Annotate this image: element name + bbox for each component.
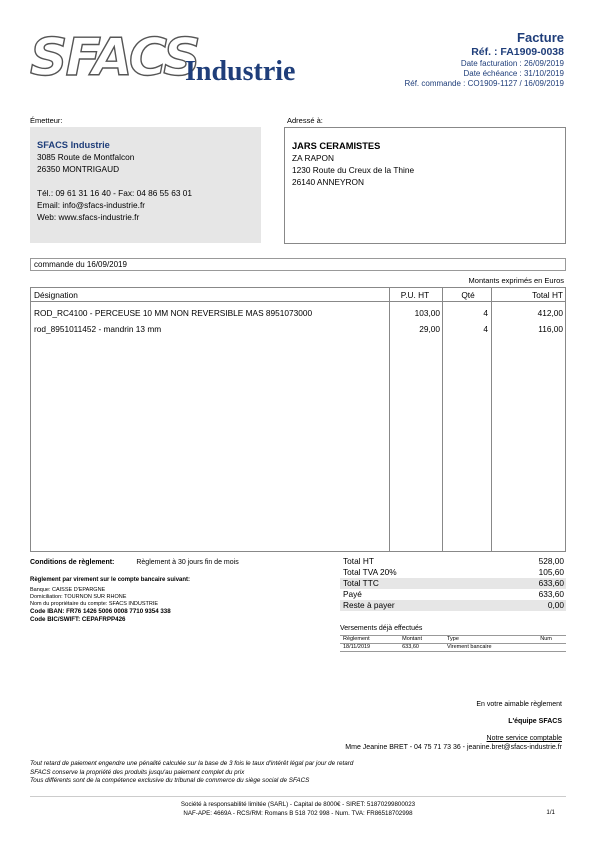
invoice-ref: Réf. : FA1909-0038 bbox=[471, 46, 564, 58]
total-label: Reste à payer bbox=[343, 600, 395, 610]
payments-header: Règlement bbox=[340, 636, 399, 644]
row-qte: 4 bbox=[483, 308, 488, 318]
conditions-value: Règlement à 30 jours fin de mois bbox=[136, 559, 239, 566]
emitter-address2: 26350 MONTRIGAUD bbox=[37, 164, 120, 174]
invoice-date: Date facturation : 26/09/2019 bbox=[460, 59, 564, 68]
addressee-label: Adressé à: bbox=[287, 116, 323, 125]
bank-domiciliation: Domiciliation: TOURNON SUR RHONE bbox=[30, 594, 127, 600]
payments-block bbox=[340, 624, 566, 652]
invoice-header bbox=[404, 30, 564, 89]
payment-type: Virement bancaire bbox=[444, 644, 537, 652]
row-pu: 29,00 bbox=[419, 324, 440, 334]
conditions-label: Conditions de règlement: bbox=[30, 559, 115, 566]
closing-greeting: En votre aimable règlement bbox=[476, 701, 562, 708]
totals-block bbox=[340, 556, 566, 611]
table-row bbox=[31, 322, 565, 336]
emitter-label: Émetteur: bbox=[30, 116, 63, 125]
emitter-block bbox=[30, 127, 261, 243]
bank-name: Banque: CAISSE D'EPARGNE bbox=[30, 587, 106, 593]
legal-line: Tous différents sont de la compétence exclusive du tribunal de commerce du siège social de SFACS bbox=[30, 777, 310, 784]
total-label: Total HT bbox=[343, 556, 374, 566]
emitter-name: SFACS Industrie bbox=[37, 140, 110, 150]
emitter-email[interactable]: Email: info@sfacs-industrie.fr bbox=[37, 200, 146, 210]
payment-date: 18/11/2019 bbox=[340, 644, 399, 652]
payments-header: Type bbox=[444, 636, 537, 644]
addressee-name: JARS CERAMISTES bbox=[292, 141, 381, 151]
table-row bbox=[31, 306, 565, 320]
transfer-title: Règlement par virement sur le compte bancaire suivant: bbox=[30, 576, 191, 583]
total-label: Total TVA 20% bbox=[343, 567, 397, 577]
payment-num bbox=[537, 644, 566, 652]
footer-line1: Société à responsabilité limitée (SARL) - Capital de 8000€ - SIRET: 51870299800023 bbox=[180, 801, 416, 808]
total-value: 633,60 bbox=[538, 589, 564, 599]
bic: Code BIC/SWIFT: CEPAFRPP426 bbox=[30, 615, 126, 623]
account-owner: Nom du propriétaire du compte: SFACS INDUSTRIE bbox=[30, 601, 159, 607]
footer-divider bbox=[30, 796, 566, 797]
total-value: 105,60 bbox=[538, 567, 564, 577]
iban: Code IBAN: FR76 1426 5006 0008 7710 9354 338 bbox=[30, 608, 171, 615]
closing-block bbox=[345, 700, 562, 752]
invoice-title: Facture bbox=[517, 30, 564, 45]
total-row bbox=[340, 578, 566, 589]
total-row bbox=[340, 556, 566, 567]
row-qte: 4 bbox=[483, 324, 488, 334]
payment-amount: 633,60 bbox=[399, 644, 444, 652]
payments-header: Montant bbox=[399, 636, 444, 644]
footer bbox=[30, 801, 566, 818]
addressee-line3: 26140 ANNEYRON bbox=[292, 177, 364, 187]
row-total: 412,00 bbox=[537, 308, 563, 318]
closing-contact: Mme Jeanine BRET - 04 75 71 73 36 - jeanine.bret@sfacs-industrie.fr bbox=[345, 744, 562, 751]
table-header bbox=[31, 288, 565, 302]
payments-table bbox=[340, 635, 566, 652]
closing-service: Notre service comptable bbox=[486, 735, 562, 742]
invoice-lines-table bbox=[30, 287, 566, 552]
total-label: Payé bbox=[343, 589, 362, 599]
total-value: 528,00 bbox=[538, 556, 564, 566]
emitter-address1: 3085 Route de Montfalcon bbox=[37, 152, 135, 162]
total-row bbox=[340, 567, 566, 578]
emitter-web[interactable]: Web: www.sfacs-industrie.fr bbox=[37, 212, 140, 222]
currency-note: Montants exprimés en Euros bbox=[468, 276, 564, 285]
addressee-line1: ZA RAPON bbox=[292, 153, 334, 163]
header-total: Total HT bbox=[532, 290, 563, 300]
payment-row bbox=[340, 644, 566, 652]
legal-line: SFACS conserve la propriété des produits jusqu'au paiement complet du prix bbox=[30, 768, 245, 776]
footer-line2: NAF-APE: 4669A - RCS/RM: Romans B 518 702 998 - Num. TVA: FR86518702998 bbox=[183, 809, 413, 817]
row-designation: rod_8951011452 - mandrin 13 mm bbox=[34, 324, 162, 334]
logo-industrie: Industrie bbox=[185, 56, 296, 87]
total-row bbox=[340, 600, 566, 611]
total-label: Total TTC bbox=[343, 578, 379, 588]
logo-sfacs: SFACS bbox=[30, 28, 199, 88]
legal-notes bbox=[30, 760, 353, 786]
page-number: 1/1 bbox=[546, 809, 555, 816]
emitter-phone: Tél.: 09 61 31 16 40 - Fax: 04 86 55 63 01 bbox=[37, 188, 192, 198]
payment-conditions bbox=[30, 559, 330, 623]
order-ref: Réf. commande : CO1909-1127 / 16/09/2019 bbox=[404, 79, 564, 88]
row-designation: ROD_RC4100 - PERCEUSE 10 MM NON REVERSIBLE MAS 8951073000 bbox=[34, 308, 313, 318]
total-row bbox=[340, 589, 566, 600]
closing-team: L'équipe SFACS bbox=[508, 718, 562, 725]
total-value: 0,00 bbox=[547, 600, 564, 610]
payments-title: Versements déjà effectués bbox=[340, 625, 423, 632]
row-total: 116,00 bbox=[538, 324, 563, 334]
header-designation: Désignation bbox=[34, 290, 78, 300]
addressee-block bbox=[284, 127, 566, 244]
total-value: 633,60 bbox=[538, 578, 564, 588]
row-pu: 103,00 bbox=[414, 308, 440, 318]
due-date: Date échéance : 31/10/2019 bbox=[463, 69, 564, 78]
addressee-line2: 1230 Route du Creux de la Thine bbox=[292, 165, 415, 175]
payments-header: Num bbox=[537, 636, 566, 644]
header-qte: Qté bbox=[461, 290, 475, 300]
legal-line: Tout retard de paiement engendre une pénalité calculée sur la base de 3 fois le taux d'intérêt légal par jour de retard bbox=[30, 760, 354, 767]
header-pu: P.U. HT bbox=[400, 290, 430, 300]
order-note: commande du 16/09/2019 bbox=[30, 258, 566, 271]
company-logo bbox=[30, 30, 320, 92]
